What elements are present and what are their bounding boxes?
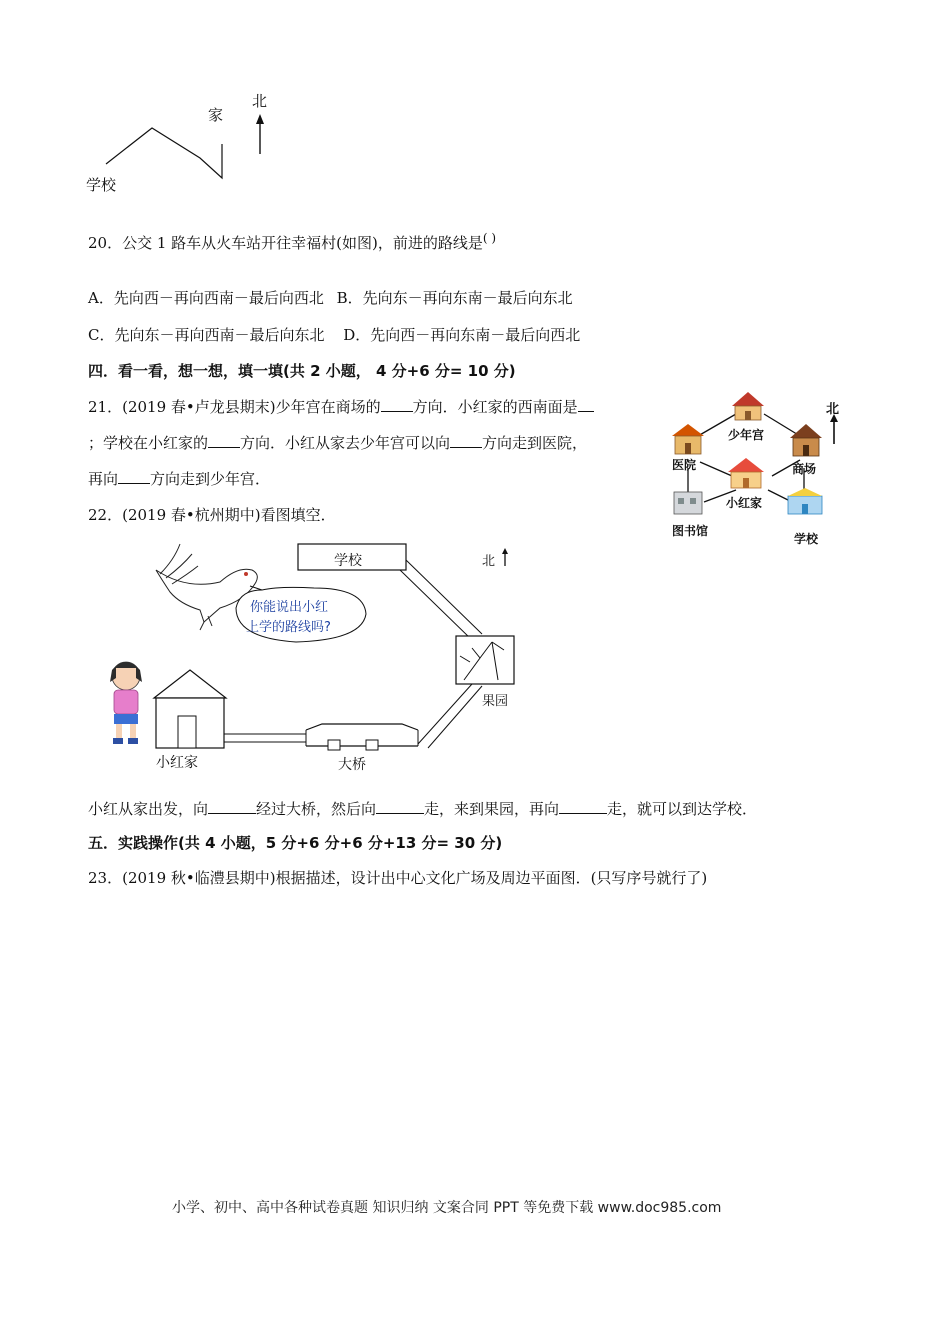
- q21-line3: [88, 469, 270, 489]
- q22-figure-svg: [100, 530, 530, 780]
- fig22-north-label: 北: [482, 554, 496, 569]
- q21-blank-4[interactable]: [450, 433, 482, 448]
- q21-text-2: 方向．小红家的西南面是: [412, 398, 578, 416]
- map-north-label: 北: [826, 402, 840, 417]
- map-mall-label: 商场: [792, 462, 817, 476]
- school-icon: [788, 488, 822, 514]
- bridge-pier-1: [328, 740, 340, 750]
- q21-text-4: 方向．小红从家去少年宫可以向: [240, 434, 451, 452]
- fig22-bridge-label: 大桥: [338, 757, 366, 773]
- house-roof: [154, 670, 226, 698]
- q20-text: 20．公交 1 路车从火车站开往幸福村(如图)，前进的路线是: [88, 234, 483, 252]
- bubble-line-2: 上学的路线吗?: [246, 620, 331, 635]
- q23-stem: 23．(2019 秋•临澧县期中)根据描述，设计出中心文化广场及周边平面图．(只写序号就行了): [88, 869, 708, 887]
- q21-text-5: 方向走到医院，: [482, 434, 588, 452]
- q22-blank-3[interactable]: [559, 799, 607, 814]
- q22-figure: [100, 530, 530, 780]
- q22-text-3: 走，来到果园，再向: [424, 800, 560, 818]
- bridge-top: [306, 724, 418, 730]
- q20-option-b: B．先向东－再向东南－最后向东北: [336, 289, 573, 307]
- q21-map: [664, 388, 854, 548]
- q20-option-d: D．先向西－再向东南－最后向西北: [343, 326, 581, 344]
- route-figure-top: [80, 88, 300, 198]
- q22-text-4: 走，就可以到达学校．: [607, 800, 758, 818]
- q20-stem: [88, 233, 496, 254]
- section5-title: 五．实践操作(共 4 小题，5 分+6 分+6 分+13 分= 30 分): [88, 834, 503, 852]
- section4-title: 四．看一看，想一想，填一填(共 2 小题， 4 分+6 分= 10 分): [88, 362, 516, 380]
- q21-line1: [88, 397, 594, 417]
- map-hospital-label: 医院: [672, 458, 697, 472]
- route-line: [106, 128, 222, 178]
- north-arrow-head: [256, 114, 264, 124]
- bridge-pier-2: [366, 740, 378, 750]
- map-library-label: 图书馆: [672, 524, 709, 538]
- q20-options-row2: [88, 325, 580, 345]
- road-edge-4: [428, 686, 482, 748]
- q22-text-2: 经过大桥，然后向: [256, 800, 377, 818]
- school-label: 学校: [86, 176, 117, 194]
- q21-blank-5[interactable]: [118, 469, 150, 484]
- fig22-orchard-label: 果园: [482, 694, 509, 709]
- line-hospital-home: [700, 462, 732, 476]
- page-footer: 小学、初中、高中各种试卷真题 知识归纳 文案合同 PPT 等免费下载 www.doc985.com: [172, 1200, 722, 1216]
- fig22-home-label: 小红家: [156, 755, 198, 771]
- q22-text-1: 小红从家出发，向: [88, 800, 209, 818]
- q21-line2: [88, 433, 587, 453]
- home-label: 家: [208, 106, 224, 124]
- road-edge-1: [406, 560, 482, 634]
- library-icon: [674, 492, 702, 514]
- hospital-icon: [672, 424, 704, 454]
- house-door: [178, 716, 196, 748]
- q21-blank-1[interactable]: [381, 397, 413, 412]
- q20-option-a: A．先向西－再向西南－最后向西北: [88, 289, 324, 307]
- fig22-north-arrow-head: [502, 548, 508, 554]
- line-palace-mall: [764, 414, 800, 436]
- north-label: 北: [252, 92, 268, 110]
- q21-text-1: 21．(2019 春•卢龙县期末)少年宫在商场的: [88, 398, 381, 416]
- q20-option-c: C．先向东－再向西南－最后向东北: [88, 326, 325, 344]
- bubble-line-1: 你能说出小红: [250, 600, 329, 615]
- map-palace-label: 少年宫: [728, 428, 765, 442]
- fig22-school-label: 学校: [334, 553, 362, 569]
- q22-fill-line: [88, 799, 757, 819]
- q21-blank-2[interactable]: [578, 397, 594, 412]
- q21-text-6: 再向: [88, 470, 119, 488]
- q21-text-7: 方向走到少年宫．: [150, 470, 271, 488]
- q21-text-3: ；学校在小红家的: [88, 434, 209, 452]
- map-home-label: 小红家: [726, 496, 763, 510]
- road-edge-3: [418, 684, 472, 744]
- map-school-label: 学校: [794, 532, 819, 546]
- q21-blank-3[interactable]: [208, 433, 240, 448]
- q22-blank-2[interactable]: [376, 799, 424, 814]
- orchard-box: [456, 636, 514, 684]
- q20-answer-paren: ( ): [482, 231, 497, 245]
- home-icon: [728, 458, 764, 488]
- mall-icon: [790, 424, 822, 456]
- road-edge-2: [400, 570, 472, 640]
- q20-options-row1: [88, 288, 573, 308]
- q22-blank-1[interactable]: [208, 799, 256, 814]
- q22-stem: 22．(2019 春•杭州期中)看图填空．: [88, 506, 336, 524]
- palace-icon: [732, 392, 764, 420]
- girl-figure: [110, 662, 142, 744]
